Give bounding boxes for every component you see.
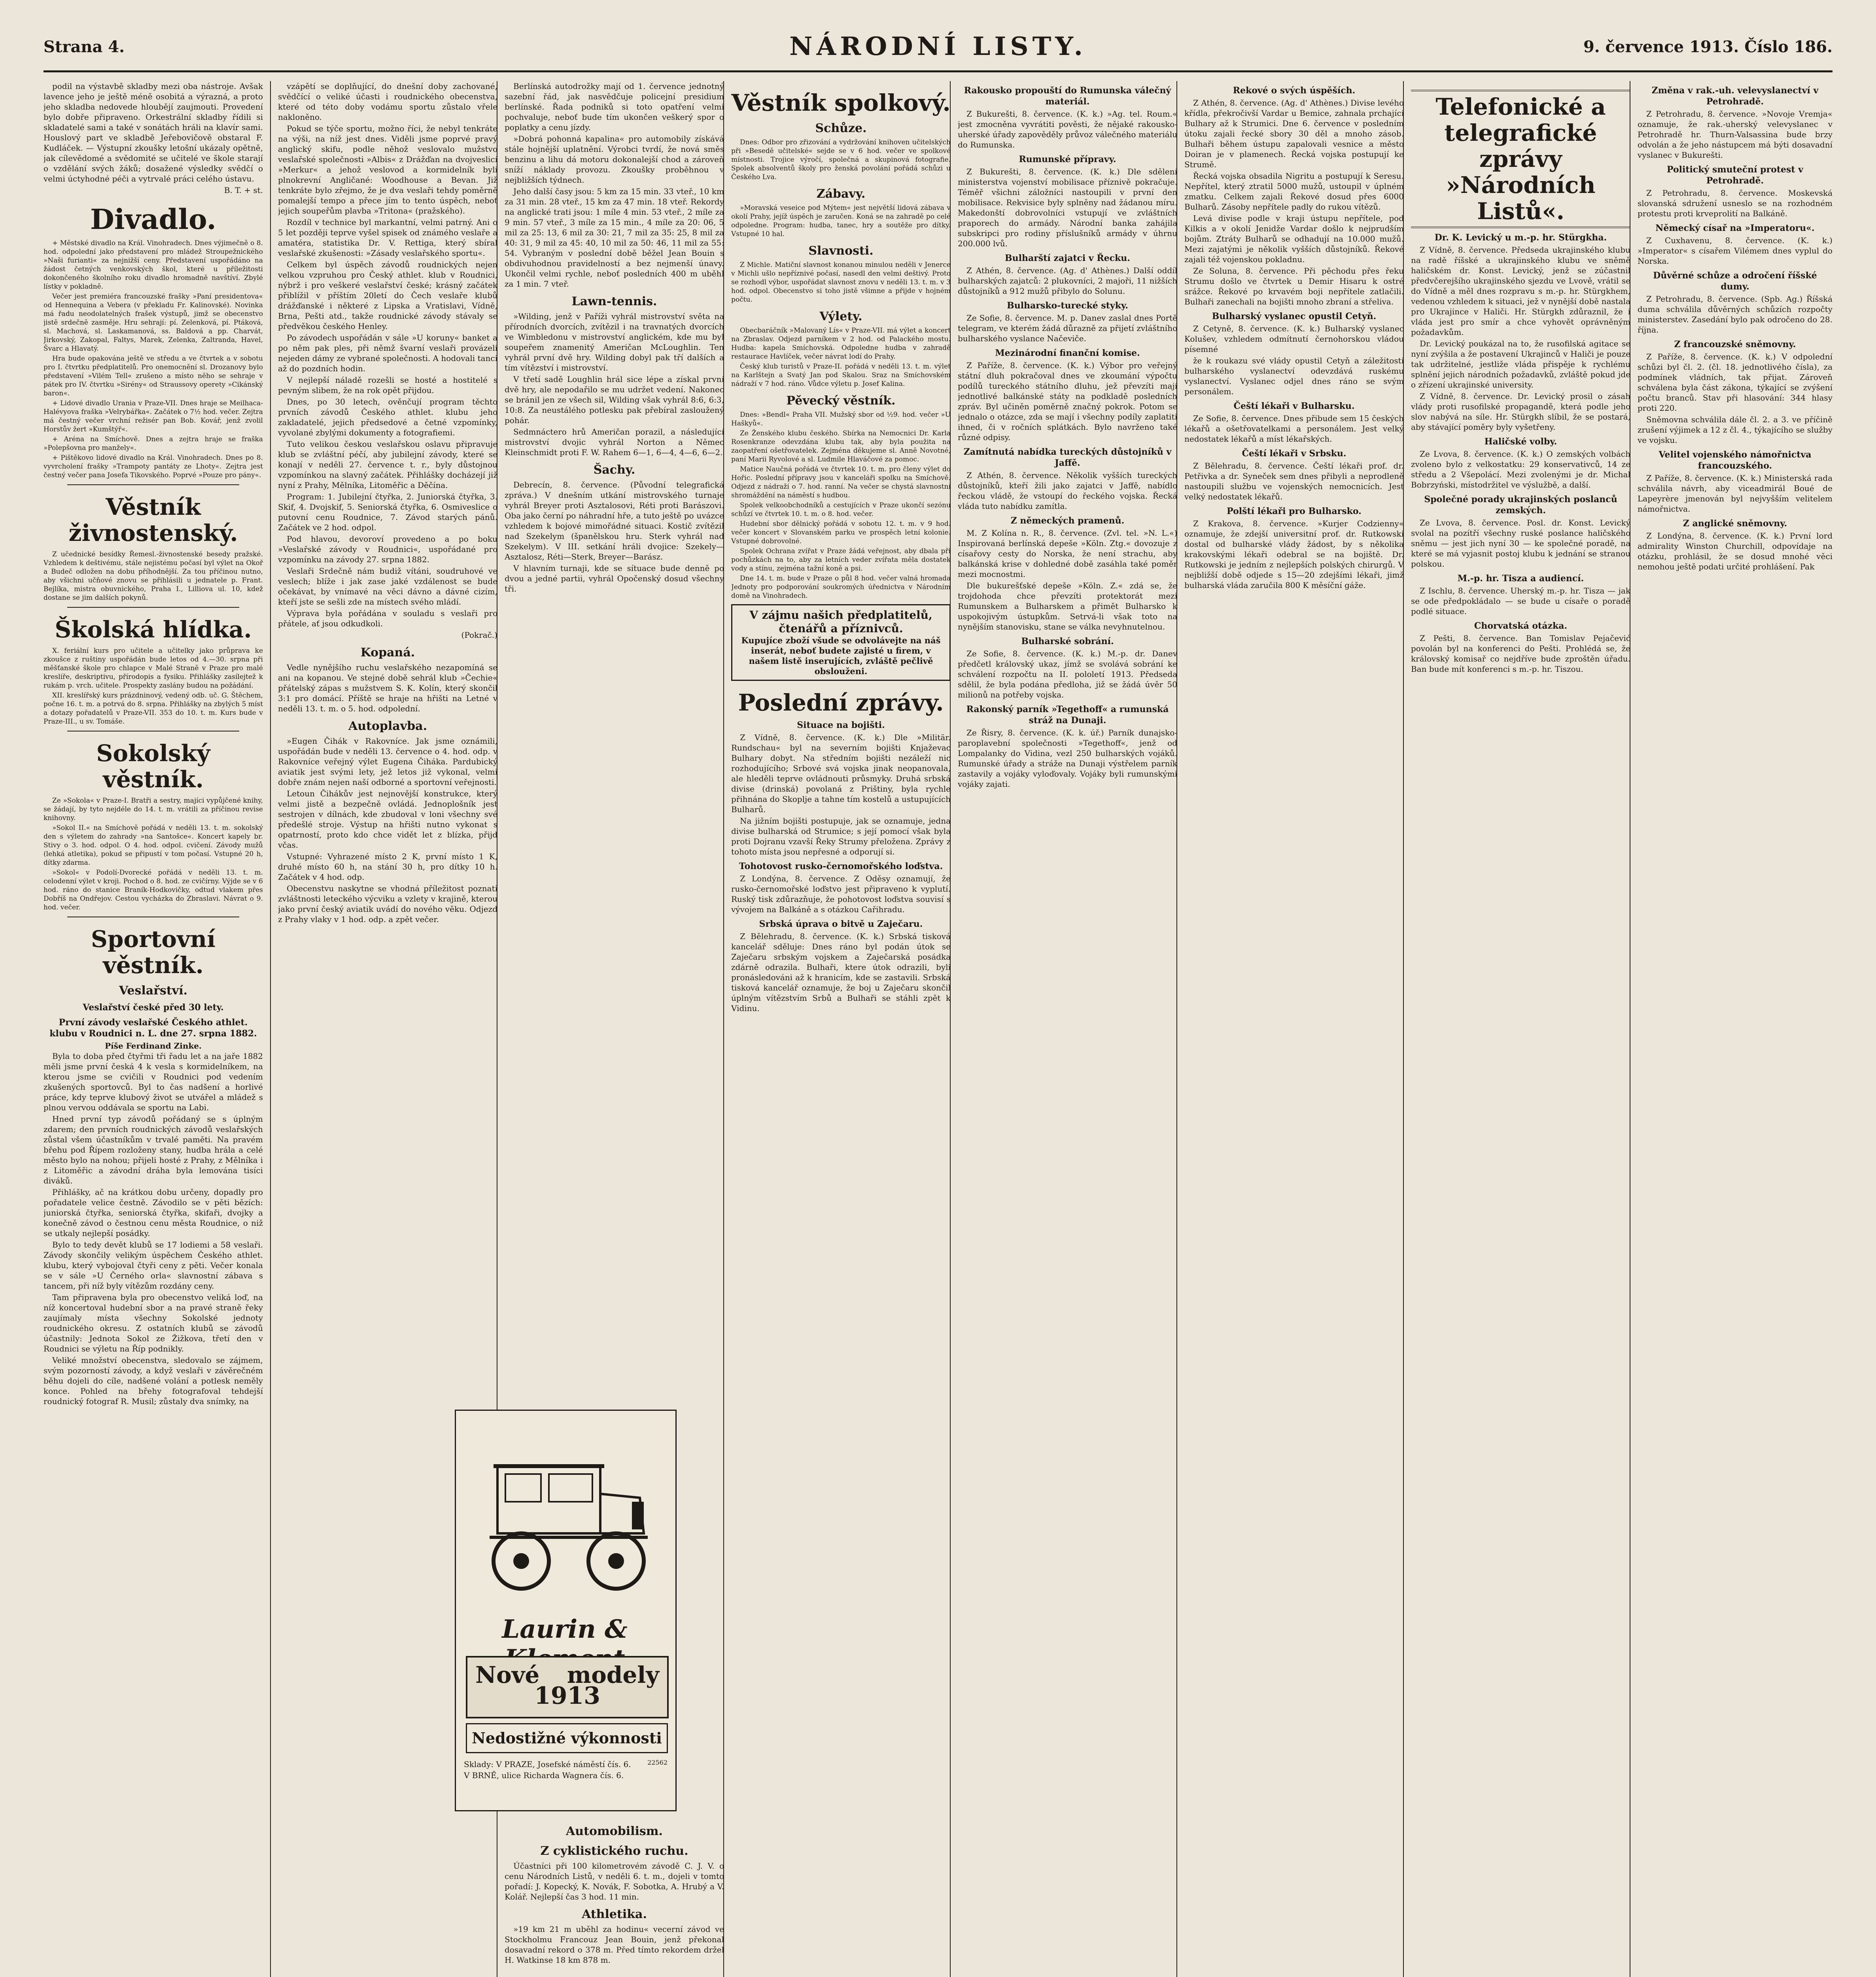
subsection-title: Zábavy. [816, 187, 866, 201]
article-headline: Dr. K. Levický u m.-p. hr. Stürgkha. [1434, 232, 1607, 243]
continuation-note: (Pokrač.) [461, 630, 497, 640]
article-paragraph: Po závodech uspořádán v sále »U koruny« banket a po něm pak ples, při němž švarní veslaři provázeli nejeden dámy ze vybrané společnosti. A hodovali tanci až do pozdních hodin. [278, 333, 497, 373]
article-paragraph: Matice Naučná pořádá ve čtvrtek 10. t. m. pro členy výlet do Hořic. Poslední přípravy jsou v kanceláři spolku na Smíchově. Odjezd z nádraží o 7. hod. ranní. Na večer se chystá slavnostní shromáždění na náměstí s hudbou. [731, 465, 951, 499]
article-paragraph: Z Athén, 8. července. (Ag. d' Athènes.) Divise levého křídla, překročivší Vardar u Bemice, zahnala prchající Bulhary až k Strumici. Dne 6. července v posledním útoku zajali řecké sbory 30 děl a mnoho zásob. Bulhaři během ústupu zapalovali vesnice a město Doiran je v plamenech. Řecká vojska postupují ke Strumě. [1184, 98, 1404, 169]
subsection-title: Kopaná. [360, 646, 415, 660]
article-paragraph: Na jižním bojišti postupuje, jak se oznamuje, jedna divise bulharská od Strumice; s její pomocí však byla proti Dojranu vzavší Řeky Strumy přeložena. Zprávy z tohoto místa jsou nepřesné a odporují si. [731, 816, 951, 856]
article-paragraph: + Pištěkovo lidové divadlo na Král. Vinohradech. Dnes po 8. vyvrcholení frašky »Trampoty pantáty ze Lhoty«. Zejtra jest čestný večer pana Josefa Tikovského. Poprvé »Pouze pro pány«. [43, 454, 263, 479]
column-4 [731, 81, 951, 1977]
article-paragraph: Z Bukurešti, 8. července. (K. k.) »Ag. tel. Roum.« jest zmocněna vyvrátiti pověsti, že nějaké rakousko-uherské úřady zapověděly průvoz válečného materiálu do Rumunska. [958, 109, 1177, 149]
masthead: NÁRODNÍ LISTY. [789, 32, 1087, 61]
article-paragraph: Ze Sofie, 8. července. M. p. Danev zaslal dnes Portě telegram, ve kterém žádá důrazně za přijetí zvláštního bulharského vyslance Načeviče. [958, 313, 1177, 343]
article-paragraph: Ze Lvova, 8. července. (K. k.) O zemských volbách zvoleno bylo z velkostatku: 29 konservativců, 14 ze středu a 2 Všepolácí. Mezi zvolenými je dr. Michal Bobrzyński, místodržitel ve výslužbě, a další. [1411, 449, 1630, 490]
article-paragraph: Dr. Levický poukázal na to, že rusofilská agitace se nyní zvýšila a že postavení Ukrajinců v Haliči je pouze tak udržitelné, jestliže vláda přispěje k rychlému splnění jejich národních požadavků, zvláště pokud jde o zřízení ukrajinské university. [1411, 339, 1630, 389]
article-paragraph: V hlavním turnaji, kde se sítuace bude denně po dvou a jedné partii, vyhrál Opočenský dosud všechny tři. [505, 563, 724, 593]
article-paragraph: Tuto velikou českou veslařskou oslavu připravuje klub se zvláštní péčí, aby jubilejní závody, které se konají v neděli 27. července t. r., byly důstojnou vzpomínkou na slavný začátek. Přihlášky docházejí již nyní z Prahy, Mělníka, Litoměřic a Děčína. [278, 439, 497, 490]
article-headline: Z francouzské sněmovny. [1674, 339, 1796, 350]
reader-notice [731, 604, 951, 681]
article-paragraph: Z Petrohradu, 8. července. Moskevská slovanská sdružení usneslo se na rozhodném protestu proti krveprolití na Balkáně. [1638, 188, 1833, 218]
article-headline: Rakonský parník »Tegethoff« a rumunská stráž na Dunaji. [966, 704, 1169, 726]
article-headline: Mezinárodní finanční komise. [995, 348, 1140, 358]
article-paragraph: Obecbaráčník »Malovaný Lís« v Praze-VII. má výlet a koncert na Zbraslav. Odjezd parníkem v 2 hod. od Palackého mostu. Hudba: kapela Smíchovská. Odpoledne hudba v zahradě restaurace Havlíček, večer návrat lodí do Prahy. [731, 327, 951, 361]
article-paragraph: Rozdíl v technice byl markantní, velmi patrný. Ani o 5 let později teprve vyšel spisek od známého veslaře a amatéra, statistika Dr. V. Rettiga, který sbíral veslařské zkušenosti: »Zásady veslařského sportu«. [278, 217, 497, 258]
ad-banner [466, 1656, 669, 1718]
article-paragraph: »Eugen Čihák v Rakovníce. Jak jsme oznámili, uspořádán bude v neděli 13. července o 4. hod. odp. v Rakovníce veřejný výlet Eugena Čiháka. Pardubický aviatik jest svými lety, jež letos již vykonal, velmi dobře znám nejen naší odborné a sportovní veřejnosti. [278, 736, 497, 787]
article-paragraph: Z učednické besídky Řemesl.-živnostenské besedy pražské. Vzhledem k deštivému, stále nejistému počasí byl výlet na Okoř a Budeč odložen na dobu příhodnější. Za tou příčinou nutno, aby všichni učňové znovu se přihlásili u jednatele p. Frant. Bejlíka, mistra obuvnického, Praha I., Lilliova ul. 10, kdež dostane se jim dalších pokynů. [43, 550, 263, 602]
article-paragraph: Ze Sofie, 8. července. (K. k.) M.-p. dr. Danev předčetl královský ukaz, jímž se svolává sobrání ke schválení rozpočtu na II. pololetí 1913. Předseda sdělil, že byla podána předloha, již se žádá úvěr 50 milionů na potřeby vojska. [958, 649, 1177, 699]
column-1 [43, 81, 263, 1977]
article-paragraph: Účastníci při 100 kilometrovém závodě C. J. V. o cenu Národních Listů, v neděli 6. t. m., dojeli v tomto pořadí: J. Kopecký, K. Novák, F. Sobotka, A. Hrubý a V. Kolář. Nejlepší čas 3 hod. 11 min. [505, 1861, 724, 1901]
article-paragraph: + Aréna na Smíchově. Dnes a zejtra hraje se fraška »Polepšovna pro manžely«. [43, 435, 263, 452]
article-headline: Společné porady ukrajinských poslanců zemských. [1424, 494, 1617, 516]
article-paragraph: Z Ischlu, 8. července. Uherský m.-p. hr. Tisza — jak se ode předpokládalo — se bude u císaře o poradě podlé situace. [1411, 586, 1630, 616]
article-paragraph: Z Krakova, 8. července. »Kurjer Codzienny« oznamuje, že zdejší universitní prof. dr. Rutkowski dostal od bulharské vlády žádost, by s několika krakovskými lékaři odebral se na bojiště. Dr. Rutkowski je jedním z nejlepších polských chirurgů. V nejbližší době odjede s 15—20 zdejšími lékaři, jimž bulharská vláda zaručila 800 K měsíční gáže. [1184, 519, 1404, 590]
ad-word: Nové [475, 1661, 540, 1688]
article-paragraph: Z Petrohradu, 8. července. (Spb. Ag.) Říšská duma schválila důvěrných schůzích rozpočty ministerstev. Zasedání bylo pak odročeno do 28. října. [1638, 294, 1833, 335]
article-paragraph: Ze Ženského klubu českého. Sbírka na Nemocnici Dr. Karla Rosenkranze odevzdána klubu tak, aby byla použita na zaopatření ošetřovatelek. Zejména děkujeme sl. Anně Novotné, paní Marii Ryvolové a sl. Ludmile Hlaváčové za pomoc. [731, 429, 951, 463]
subsection-title: Šachy. [593, 463, 635, 477]
brand-logo: Laurin & [502, 1614, 628, 1644]
article-headline: Změna v rak.-uh. velevyslanectví v Petrohradě. [1651, 85, 1819, 107]
subsection-title: Automobilism. [566, 1824, 663, 1838]
page-number: Strana 4. [43, 38, 125, 56]
section-title: Poslední zprávy. [738, 689, 944, 716]
car-advertisement [455, 1410, 677, 1811]
article-paragraph: Obecenstvu naskytne se vhodná příležitost poznati zvláštnosti leteckého výcviku a vzlety v krajině, kterou jako první český aviatik uvádí do nového věku. Odjezd z Prahy vlaky v 1 hod. odp. a zpět večer. [278, 884, 497, 924]
article-headline: Bulharský vyslanec opustil Cetyň. [1212, 311, 1377, 321]
article-headline: Tohotovost rusko-černomořského loďstva. [739, 861, 943, 871]
article-paragraph: »Moravská veseice pod Mýtem« jest největší lidová zábava v okolí Prahy, jejíž úspěch je zaručen. Koná se na zahradě po celé odpoledne. Program: hudba, tanec, hry a soutěže pro dítky. Vstupné 10 hal. [731, 204, 951, 238]
article-paragraph: Přihlášky, ač na krátkou dobu určeny, dopadly pro pořadatele velice čestně. Závodilo se v pěti bězích: juniorská čtyřka, seniorská čtyřka, skifaři, dvojky a konečně závod o čestnou cenu města Roudnice, o niž se utkaly nejlepší posádky. [43, 1187, 263, 1238]
article-paragraph: »Wilding, jenž v Paříži vyhrál mistrovství světa na přírodních dvorcích, zvítězil i na travnatých dvorcích ve Wimbledonu v mistrovství anglickém, kde mu byl soupeřem znamenitý Američan McLoughlin. Ten vyhrál první dvě hry. Wilding dobyl pak tří dalších a tím vítězství i mistrovství. [505, 312, 724, 372]
article-paragraph: Hned první typ závodů pořádaný se s úplným zdarem; den prvních roudnických závodů veslařských zůstal všem účastníkům v trvalé paměti. Na pravém břehu pod Řípem rozloženy stany, hudba hrála a celé město bylo na nohou; přijeli hosté z Prahy, z Mělníka i z Litoměřic a závodní dráha byla lemována tisíci diváků. [43, 1114, 263, 1185]
article-paragraph: Ze Soluna, 8. července. Při pěchodu přes řeku Strumu došlo ve čtvrtek u Demir Hisaru k ostré srážce. Řekové po krvavém boji nepřítele zatlačili. Bulhaři zanechali na bojišti mnoho zbraní a střeliva. [1184, 266, 1404, 306]
column-3-lower [505, 1819, 724, 1977]
article-paragraph: Z Paříže, 8. července. (K. k.) V odpolední schůzi byl čl. 2. (čl. 18. jednotlivého čísla), za podmínek vládních, tak přijat. Zároveň schválena byla část zákona, týkající se zvýšení počtu branců. Stav při hlasování: 344 hlasy proti 220. [1638, 352, 1833, 413]
article-paragraph: Program: 1. Jubilejní čtyřka, 2. Juniorská čtyřka, 3. Skif, 4. Dvojskif, 5. Seniorská čtyřka, 6. Osmiveslice o putovní cenu Roudnice, 7. Závod starých pánů. Začátek ve 2 hod. odpol. [278, 492, 497, 532]
article-paragraph: Z Cetyně, 8. července. (K. k.) Bulharský vyslanec Kolušev, vzhledem odmítnutí černohorskou vládou písemné [1184, 324, 1404, 354]
issue-date: 9. července 1913. Číslo 186. [1583, 38, 1833, 56]
article-paragraph: Dle bukurešťské depeše »Köln. Z.« zdá se, že trojdohoda chce převzíti protektorát mezi Rumunskem a Bulharskem a přimět Bulharsko k uspokojivým ústupkům. Setrvá-li však toto na nynějším stanovisku, stane se válka nevyhnutelnou. [958, 581, 1177, 631]
article-paragraph: Z Athén, 8. července. Několik vyšších tureckých důstojníků, kteří žili jako zajatci v Jaffě, nabídlo řeckou vládě, že vstoupí do řeckého vojska. Řecká vláda tuto nabídku zamítla. [958, 471, 1177, 511]
article-paragraph: Ze »Sokola« v Praze-I. Bratři a sestry, majíci vypůjčené knihy, se žádají, by tyto nejdéle do 14. t. m. vrátili za příčinou revise knihovny. [43, 797, 263, 822]
automobile-illustration [474, 1419, 656, 1605]
section-title: Školská hlídka. [55, 616, 252, 643]
article-headline: Německý císař na »Imperatoru«. [1655, 223, 1815, 233]
article-paragraph: Dnes, po 30 letech, ověnčují program těchto prvních závodů Českého athlet. klubu jeho zakladatelé, jejich předsedové a četné vzpomínky, vyvolané zbylými dokumenty a fotografiemi. [278, 397, 497, 437]
article-paragraph: Berlínská autodrožky mají od 1. července jednotný sazební řád, jak nasvědčuje policejní presidium berlínské. Řada podniků si toto opatření velmi pochvaluje, neboť bude tím ukončen veškerý spor o poplatky a cenu jízdy. [505, 81, 724, 132]
article-paragraph: Hudební sbor dělnický pořádá v sobotu 12. t. m. v 9 hod. večer koncert v Slovanském parku ve prospěch letní kolonie. Vstupné dobrovolné. [731, 520, 951, 545]
article-paragraph: »Sokol II.« na Smíchově pořádá v neděli 13. t. m. sokolský den s výletem do zahrady »na Santošce«. Koncert kapely br. Stivy o 3. hod. odpol. O 4. hod. odpol. cvičení. Závody mužů (lehká atletika), pokud se připustí v tom počasí. Vstupné 20 h, dítky zdarma. [43, 824, 263, 867]
section-title: Sportovní věstník. [91, 926, 216, 979]
article-subheadline: První závody veslařské Českého athlet. klubu v Roudnici n. L. dne 27. srpna 1882. [49, 1017, 257, 1039]
address-line: V BRNĚ, ulice Richarda Wagnera čís. 6. [464, 1771, 624, 1780]
article-headline: Bulharští zajatci v Řecku. [1005, 253, 1130, 263]
article-paragraph: Spolek Ochrana zvířat v Praze žádá veřejnost, aby dbala při pochůzkách na to, aby za letních veder zvířata měla dostatek vody a stínu, zejména tažní koně a psi. [731, 547, 951, 573]
column-5 [958, 81, 1177, 1977]
subsection-title: Veslařství. [119, 984, 188, 998]
article-paragraph: podil na výstavbě skladby mezi oba nástroje. Avšak lavence jeho je ještě méně osobitá a výrazná, a proto jeho skladba nedovede hloubějí zaujmouti. Provedení bylo dobře připraveno. Orkestrální skladby řídili si skladatelé sami a také v sonátách hráli na klavír sami. Houslový part ve skladbě Jeřebovičově obstaral F. Kudláček. — Výstupní zkoušky letošní ukázaly opětně, jak cílevědomé a svědomité se učitelé ve škole starají o vzdělání svých žáků; dosažené výsledky svědčí o velmi úctyhodné péči a vytrvalé práci celého ústavu. [43, 81, 263, 183]
notice-text: Kupujíce zboží všude se odvolávejte na náš inserát, neboť budete zajisté u firem, v našem listě inserujících, zvláště pečlivě obslouženi. [741, 635, 941, 676]
article-paragraph: Dnes: »Bendl« Praha VII. Mužský sbor od ½9. hod. večer »U Haškyů«. [731, 411, 951, 427]
article-headline: Srbská úprava o bitvě u Zaječaru. [759, 919, 923, 929]
article-paragraph: Dnes: Odbor pro zřizování a vydržování knihoven učitelských při »Besedě učitelské« sejde se v 6 hod. večer ve spolkové místnosti. Trojice výročí, společná a skupinová fotografie. Spolek absolventů školy pro ženská povolání pořádá schůzi u Českého Lva. [731, 138, 951, 181]
article-headline: Situace na bojišti. [797, 720, 885, 730]
article-paragraph: Z Petrohradu, 8. července. »Novoje Vremja« oznamuje, že rak.-uherský velevyslanec v Petrohradě hr. Thurn-Valsassina bude brzy odvolán a že jeho nástupcem má býti dosavadní vyslanec v Bukurešti. [1638, 109, 1833, 160]
article-paragraph: Pokud se týče sportu, možno říci, že nebyl tenkráte na výši, na níž jest dnes. Viděli jsme poprvé pravý anglický skifu, podle něhož veslovalo mužstvo veslařské společnosti »Albis« z Drážďan na dvojveslicí »Merkur« a jehož veslovod a kormidelník byli plnokrevní Angličané: Woodhouse a Bevan. Již tenkráte bylo zřejmo, že je dva veslaři tehdy poměrně pomalejší tempo a přece jím to tento úspěch, neboť jejich soupeřům plavba »Tritona« (pražského). [278, 124, 497, 215]
ad-reference: 22562 [647, 1759, 668, 1766]
article-paragraph: + Lidové divadlo Urania v Praze-VII. Dnes hraje se Meilhaca-Halévyova fraška »Velrybářka«. Začátek o 7½ hod. večer. Zejtra má čestný večer vrchní režisér pan Bob. Kovář, jenž zvolil Horstův žert »Kumštýř«. [43, 399, 263, 433]
subsection-title: Výlety. [819, 310, 862, 323]
column-6 [1184, 81, 1404, 1977]
subsection-title: Autoplavba. [348, 719, 427, 733]
ad-year: 1913 [534, 1682, 600, 1710]
article-paragraph: Veslaři Srdečně nám budiž vítáni, soudruhové ve veslech; blíže i jak zase jaké vzdálenost se bude očekávat, by vnímavé na věci dávno a dávné cizím, kteří jste se sešli zde na místech svého mládí. [278, 566, 497, 607]
article-headline: Čeští lékaři v Bulharsku. [1233, 401, 1355, 411]
article-paragraph: + Městské divadlo na Král. Vinohradech. Dnes výjimečně o 8. hod. odpolední jako představení pro mládež Stroupežnického »Naši furianti« za nejnižší ceny. Představení uspořádáno na žádost četných venkovských škol, které u příležitosti dokončeného školního roku divadlo hromadně navštíví. Zbylé lístky v pokladně. [43, 239, 263, 291]
article-paragraph: XII. kreslířský kurs prázdninový, vedený odb. uč. G. Štěchem, počne 16. t. m. a potrvá do 8. srpna. Přihlášky na zbylých 5 míst a dotazy pořadatelů v Praze-VII. 353 do 10. t. m. Kurs bude v Praze-III., u sv. Tomáše. [43, 692, 263, 726]
article-headline: Čeští lékaři v Srbsku. [1242, 448, 1346, 459]
article-paragraph: Vstupné: Vyhrazené místo 2 K, první místo 1 K, druhé místo 60 h, na stání 30 h, pro dítky 10 h. Začátek v 4 hod. odp. [278, 852, 497, 882]
subsection-title: Slavnosti. [808, 244, 874, 258]
article-paragraph: Z Vídně, 8. července. Předseda ukrajinského klubu na radě říšské a ukrajinského klubu ve sněmě haličském dr. Konst. Levický, jenž se zúčastnil předvčerejšího ukrajinského sjezdu ve Lvově, vrátil se do Vídně a měl dnes rozpravu s m.-p. hr. Stürgkhem, vedenou vzhledem k situaci, jež v nynější době nastala pro Ukrajince v Haliči. Hr. Stürgkh zdůraznil, že i vláda jest pro smír a chce vyhovět oprávněným požadavkům. [1411, 245, 1630, 337]
subsection-title: Lawn-tennis. [571, 295, 657, 308]
article-headline: Politický smuteční protest v Petrohradě. [1667, 164, 1803, 186]
article-paragraph: Sněmovna schválila dále čl. 2. a 3. ve příčině zrušení výjimek a 12 z čl. 4., týkajícího se služby ve vojsku. [1638, 415, 1833, 445]
section-title: Divadlo. [90, 203, 216, 236]
article-headline: Bulharské sobrání. [1021, 636, 1114, 646]
article-paragraph: Večer jest premiéra francouzské frašky »Paní presidentova« od Hennequina a Vebera (v překladu Fr. Kalinovské). Novinka má řadu neodolatelných frašek výstupů, jimž se obecenstvo jistě srdečně zasměje. Hru sehrají: pí. Zelenková, pí. Ptáková, sl. Machová, sl. Laskamanová, ss. Baldová a pp. Charvát, Jirkovský, Zakopal, Faltys, Marek, Zelenka, Zaltranda, Havel, Švarc a Hlavatý. [43, 293, 263, 353]
article-paragraph: že k roukazu své vlády opustil Cetyň a záležitosti bulharského vyslanectví odevzdává ruskému vyslanectví. Vyslanec odjel dnes ráno se svým personálem. [1184, 356, 1404, 396]
article-paragraph: Spolek velkoobchodníků a cestujících v Praze ukončí sezónu schůzí ve čtvrtek 10. t. m. o 8. hod. večer. [731, 501, 951, 518]
article-paragraph: Z Paříže, 8. července. (K. k.) Výbor pro veřejný státní dluh pokračoval dnes ve zkoumání výpočtu podílů tureckého státního dluhu, jež převzíti mají jednotlivé balkánské státy na podkladě posledních zpráv. Byl učiněn poměrně značný pokrok. Potom se jednalo o otázce, zda se mají i všechny podíly zaplatiti ihned, či v ročních splátkách. Bylo navrženo také různé odpisy. [958, 361, 1177, 442]
byline: B. T. + st. [224, 185, 263, 195]
divider [67, 484, 239, 485]
article-paragraph: Z Athén, 8. července. (Ag. d' Athènes.) Další oddíl bulharských zajatců: 2 plukovníci, 2 majoři, 11 nižších důstojníků a 912 mužů přibylo do Solunu. [958, 266, 1177, 296]
article-paragraph: Z Cuxhavenu, 8. července. (K. k.) »Imperator« s císařem Vilémem dnes vyplul do Norska. [1638, 236, 1833, 266]
article-paragraph: Sedmnáctero hrů Američan porazil, a následující mistrovství dvojic vyhrál Norton a Němec Kleinschmidt proti F. W. Rahem 6—1, 6—4, 4—6, 6—2. [505, 427, 724, 457]
article-headline: Z anglické sněmovny. [1683, 518, 1787, 529]
article-paragraph: Z Pešti, 8. července. Ban Tomislav Pejačević povolán byl na konferenci do Pešti. Prohlédá se, že královský komisař co nejdříve bude zproštěn úřadu. Ban bude mít konferenci s m.-p. hr. Tiszou. [1411, 633, 1630, 674]
article-paragraph: Výprava byla pořádána v souladu s veslaři pro přátele, ať jsou odkudkoli. [278, 609, 497, 628]
article-paragraph: Ze Sofie, 8. července. Dnes přibude sem 15 českých lékařů a ošetřovatelkami a personálem. Jest velký nedostatek lékařů a míst lékařských. [1184, 414, 1404, 444]
ad-word: modely [567, 1661, 659, 1688]
article-paragraph: Bylo to tedy devět klubů se 17 lodiemi a 58 veslaři. Závody skončily velikým úspěchem Českého athlet. klubu, který vybojoval čtyři ceny z pěti. Večer konala se v sále »U Černého orla« slavnostní zábava s tancem, při níž byly vítězům rozdány ceny. [43, 1240, 263, 1291]
article-paragraph: Celkem byl úspěch závodů roudnických nejen velkou vzpruhou pro Český athlet. klub v Roudnici, nýbrž i pro veškeré veslařství české; krásný začátek přiblížil v příštím 20letí do Čech veslaře klubů drážďanské i některé z Lipska a Vratislavi, Vídně, Brna, Pešti atd., takže roudnické závody stávaly se předvěkou českého Henley. [278, 260, 497, 331]
article-headline: Rekové o svých úspěších. [1233, 85, 1356, 96]
section-title: Telefonické a telegrafické zprávy »Národních Listů«. [1411, 90, 1630, 228]
article-paragraph: Jeho další časy jsou: 5 km za 15 min. 33 vteř., 10 km za 31 min. 28 vteř., 15 km za 47 min. 18 vteř. Rekordy na anglické trati jsou: 1 míle 4 min. 53 vteř., 2 míle za 9 min. 57 vteř., 3 míle za 15 min., 4 míle za 20: 06, 5 mil za 25: 13, 6 mil za 30: 21, 7 mil za 35: 25, 8 mil za 40: 31, 9 mil za 45: 40, 10 mil za 50: 46, 11 mil za 55: 54. Vybraným v poslední době běžel Jean Bouin s obdivuhodnou pravidelností a bez nejmenší únavy. Ukončil velmi rychle, neboť posledních 400 m uběhl za 1 min. 7 vteř. [505, 187, 724, 289]
column-8 [1638, 81, 1833, 1977]
article-paragraph: Letoun Čihákův jest nejnovější konstrukce, který velmi jistě a bezpečně ovládá. Jednoplošník jest sestrojen v dílnách, kde zbudoval v loni všechny své předešlé stroje. Výstup na hřišti nutno vykonat s opatrností, proto kdo chce vidět let z blízka, přijď včas. [278, 789, 497, 850]
subsection-title: Athletika. [582, 1907, 647, 1921]
notice-title: V zájmu našich předplatitelů, čtenářů a příznivců. [749, 609, 932, 635]
section-title: Sokolský věstník. [96, 740, 210, 793]
article-paragraph: V třetí sadě Loughlin hrál sice lépe a získal první dvě hry, ale nepodařilo se mu udržet vedení. Nakonec se bránil jen ze všech sil, Wilding však vyhrál 8:6, 6:3, 10:8. Za neustálého potlesku pak přebíral zasloužený pohár. [505, 374, 724, 425]
article-headline: Důvěrné schůze a odročení říšské dumy. [1653, 270, 1817, 292]
article-paragraph: Z Londýna, 8. července. Z Oděsy oznamují, že rusko-černomořské loďstvo jest připraveno k vyplutí. Ruský tisk zdůrazňuje, že pohotovost loďstva souvisí s vývojem na Balkáně a s otázkou Cařihradu. [731, 874, 951, 914]
article-paragraph: X. feriální kurs pro učitele a učitelky jako průprava ke zkoušce z ruštiny uspořádán bude letos od 4.—30. srpna při měšťanské škole pro chlapce v Malé Straně v Praze pro malé kreslíře, deskriptivu, přírodopis a fysiku. Přihlášky zasílejtež k rukám p. vrch. učitele. Prospekty zaslány budou na požádání. [43, 647, 263, 690]
article-headline: M.-p. hr. Tisza a audiencí. [1457, 573, 1584, 584]
article-paragraph: Vedle nynějšího ruchu veslařského nezapomíná se ani na kopanou. Ve stejné době sehrál klub »Čechie« přátelský zápas s mužstvem S. K. Kolín, který skončil 3:1 pro domácí. Příště se hraje na hřišti na Letné v neděli 13. t. m. o 5. hod. odpolední. [278, 663, 497, 713]
subsection-title: Schůze. [815, 121, 867, 135]
article-paragraph: Z Vídně, 8. července. Dr. Levický prosil o zásah vlády proti rusofilské propagandě, která podle jeho slov nabývá na síle. Hr. Stürgkh slíbil, že se postará, aby stávající poměry byly vyšetřeny. [1411, 391, 1630, 432]
subsection-title: Pěvecký věstník. [786, 394, 896, 408]
article-paragraph: M. Z Kolína n. R., 8. července. (Zvl. tel. »N. L.«) Inspirovaná berlínská depeše »Köln. Ztg.« dovozuje z císařovy cesty do Norska, že není strachu, aby balkánská krise v dohledné době zasáhla také poměr mezi mocnostmi. [958, 528, 1177, 579]
ad-tagline: Nedostižné výkonnosti [466, 1723, 668, 1753]
article-paragraph: Z Vídně, 8. července. (K. k.) Dle »Militär. Rundschau« byl na severním bojišti Knjaževac Bulhary dobyt. Na středním bojišti nezáleží nic rozhodujícího; Srbové svá vojska jinak neopanovala, ale hleděli teprve ovládnouti průsmyky. Druhá srbská divise (drinská) povolaná z Prištiny, byla rychle přihnána do Skoplje a tahne tím kostelů a ustupujících Bulharů. [731, 733, 951, 814]
article-headline: Chorvatská otázka. [1474, 621, 1568, 631]
divider [67, 607, 239, 608]
article-headline: Zamítnutá nabídka tureckých důstojníků v Jaffě. [963, 447, 1172, 468]
article-paragraph: Veliké množství obecenstva, sledovalo se zájmem, svým pozorností závody, a když veslaři v závěrečném běhu dojeli do cíle, nadšené volání a potlesk neměly konce. Pohled na břehy fotografoval tehdejší roudnický fotograf R. Musil; zůstaly dva snímky, na [43, 1355, 263, 1406]
column-rule [270, 81, 271, 1977]
article-paragraph: Z Londýna, 8. července. (K. k.) První lord admirality Winston Churchill, odpovídaje na otázku, prohlásil, že se dosud mnohé věci nemohou ještě podati určité prohlášení. Pak [1638, 531, 1833, 571]
article-paragraph: Z Bukurešti, 8. července. (K. k.) Dle sdělení ministerstva vojenství mobilisace příznivě pokračuje. Téměř všichni záložníci nastoupili v první den mobilisace. Rekvisice byly splněny nad žádanou míru. Makedonští dobrovolníci vstupují ve zvláštních praporech do armády. Národní banka zahájila subskripci pro rodiny příslušníků armády v úhrnu 200.000 lvů. [958, 167, 1177, 248]
subsection-title: Z cyklistického ruchu. [540, 1844, 688, 1858]
article-paragraph: Tam připravena byla pro obecenstvo veliká loď, na níž koncertoval hudební sbor a na pravé straně řeky zaujímaly místa všechny Sokolské jednoty roudnického okresu. Z ostatních klubů se závodů účastnily: Jednota Sokol ze Žižkova, třetí den v Roudnici se výletu na Říp podnikly. [43, 1293, 263, 1353]
article-headline: Veslařství české před 30 lety. [83, 1002, 224, 1013]
author-line: Píše Ferdinand Zinke. [105, 1041, 202, 1051]
column-7 [1411, 81, 1630, 1977]
article-paragraph: Ze Lvova, 8. července. Posl. dr. Konst. Levický svolal na pozítří všechny ruské poslance haličského sněmu — jest jich nyní 30 — ke společné poradě, na které se má vyjasnit postoj klubu k jednání se stranou polskou. [1411, 518, 1630, 569]
article-headline: Polští lékaři pro Bulharsko. [1227, 506, 1362, 516]
header-rule [43, 70, 1833, 72]
article-paragraph: Debrecín, 8. července. (Původní telegrafická zpráva.) V dnešním utkání mistrovského turnaje vyhrál Breyer proti Asztalosovi, Réti proti Barászovi. Oba jako černí po náhradní hře, a tuto ještě po uvázce vzhledem k bojové mimořádné situaci. Kostič zvítězil nad Szekelym (španělskou hru. Sterk vyhrál nad Szekelym). V III. setkání hráli dvojice: Szekely—Asztalosz, Réti—Sterk, Breyer—Barász. [505, 480, 724, 561]
article-headline: Rumunské přípravy. [1019, 154, 1116, 164]
article-paragraph: Levá divise podle v kraji ústupu nepřítele, pod Kilkis a v okolí Jenidže Vardar došlo k nejprudším bojům. Ztráty Bulharů se odhadují na 10.000 mužů. Mezi zajatými je několik vyšších důstojníků. Řekové zajali též vojenskou pokladnu. [1184, 214, 1404, 264]
article-paragraph: Hra bude opakována ještě ve středu a ve čtvrtek a v sobotu pro I. čtvrtku předplatitelů. Pro onemocnění sl. Drozanovy bylo představení »Vilém Tell« zrušeno a místo něho se sehraje v pátek pro IV. čtvrtku »Sirény« od Straussovy operety »Cikánský baron«. [43, 355, 263, 397]
ad-address [464, 1759, 668, 1781]
article-paragraph: Dne 14. t. m. bude v Praze o půl 8 hod. večer valná hromada Jednoty pro podporování soukromých úřednictva v Národním domě na Vinohradech. [731, 575, 951, 600]
article-paragraph: Pod hlavou, devoroví provedeno a po boku »Veslařské závody v Roudnici«, uspořádané pro vzpomínku na závody 27. srpna 1882. [278, 534, 497, 564]
article-headline: Velitel vojenského námořnictva francouzského. [1659, 450, 1812, 471]
article-headline: Z německých pramenů. [1010, 516, 1125, 526]
article-paragraph: »Sokol« v Podolí-Dvorecké pořádá v neděli 13. t. m. celodenní výlet v kroji. Pochod o 8. hod. ze cvičírny. Výjde se v 6 hod. ráno do stanice Braník-Hodkovičky, odtud vlakem přes Dobříš na Ondřejov. Cestou vycházka do Zbraslavi. Návrat o 9. hod. večer. [43, 869, 263, 911]
article-paragraph: Ze Řisry, 8. července. (K. k. úř.) Parník dunajsko-paroplavební společnosti »Tegethoff«, jenž od Lompalanky do Vidina, vezl 250 bulharských vojáků. Rumunské úřady a stráže na Dunaji výstřelem parník zastavily a vojáky vyloďovaly. Vojáky byli rumunskými vojáky zajati. [958, 728, 1177, 789]
article-paragraph: Z Paříže, 8. července. (K. k.) Ministerská rada schválila návrh, aby viceadmirál Boué de Lapeyrère jmenován byl nejvyšším velitelem námořnictva. [1638, 473, 1833, 514]
article-paragraph: Řecká vojska obsadila Nigritu a postupují k Seresu. Nepřítel, který ztratil 5000 mužů, ustoupil v úplném zmatku. Celkem zajali Řekové dosud přes 6000 Bulharů. Zásoby nepřítele padly do rukou vítězů. [1184, 171, 1404, 212]
article-headline: Rakousko propouští do Rumunska válečný materiál. [964, 85, 1171, 107]
article-paragraph: Byla to doba před čtyřmi tři řadu let a na jaře 1882 měli jsme první česká 4 k vesla s kormidelníkem, na kterou jsme se cvičili v Roudnici pod vedením zkušených sportovců. Byl to čas nadšení a horlivé práce, kdy teprve klubový život se utvářel a mládež s plnou vervou oddávala se sportu na Labi. [43, 1051, 263, 1112]
article-headline: Haličské volby. [1484, 437, 1557, 447]
article-paragraph: Z Michle. Matiční slavnost konanou minulou neděli v Jenerce v Michli ušlo nepříznivé počasí, nasedl den velmi deštivý. Proto se rozhodl výbor, uspořádat slavnost znovu v neděli 13. t. m. v 3 hod. odpol. Obecenstvo si toho jistě všimne a přijde v hojném počtu. [731, 261, 951, 304]
address-line: Sklady: V PRAZE, Josefské náměstí čís. 6. [464, 1760, 631, 1769]
article-paragraph: »19 km 21 m uběhl za hodinu« vecerní závod ve Stockholmu Francouz Jean Bouin, jenž překonal dosavadní rekord o 378 m. Před tímto rekordem držel H. Watkinse 18 km 878 m. [505, 1924, 724, 1965]
article-headline: Bulharsko-turecké styky. [1007, 301, 1128, 311]
article-paragraph: Z Bělehradu, 8. července. Čeští lékaři prof. dr. Petřivka a dr. Syneček sem dnes přibyli a neprodleně nastoupili službu ve vojenských nemocnicích. Jest velký nedostatek lékařů. [1184, 461, 1404, 501]
article-paragraph: vzápětí se doplňující, do dnešní doby zachované, svědčící o veliké účasti i roudnického obecenstva, které od této doby vodámu sportu zůstalo vřele nakloněno. [278, 81, 497, 122]
article-paragraph: V nejlepší náladě rozešli se hosté a hostitelé s pevným slibem, že na rok opět přijdou. [278, 375, 497, 395]
article-paragraph: Český klub turistů v Praze-II. pořádá v neděli 13. t. m. výlet na Karlštejn a Svatý Jan pod Skalou. Sraz na Smíchovském nádraží v 7 hod. ráno. Vůdce výletu p. Josef Kalina. [731, 363, 951, 388]
section-title: Věstník spolkový. [731, 89, 951, 116]
article-paragraph: »Dobrá pohonná kapalina« pro automobily získává stále hojnější uplatnění. Výrobci tvrdí, že nová směs benzinu a lihu dá motoru dokonalejší chod a zároveň sníží náklady provozu. Zkoušky proběhnou v nejbližších týdnech. [505, 134, 724, 185]
section-title: Věstník živnostenský. [68, 493, 238, 546]
column-3 [505, 81, 724, 1398]
article-paragraph: Z Bělehradu, 8. července. (K. k.) Srbská tisková kancelář sděluje: Dnes ráno byl podán útok se Zaječaru srbským vojskem a Zaječarská posádka zdárně odrazila. Bulhaři, ktere útok odrazili, byli pronásledováni až k hranicím, kde se zastavili. Srbská tisková kancelář oznamuje, že boj u Zaječaru skončil úplným vítězstvím Srbů a Bulhaři se stáhli zpět k Vidinu. [731, 932, 951, 1013]
